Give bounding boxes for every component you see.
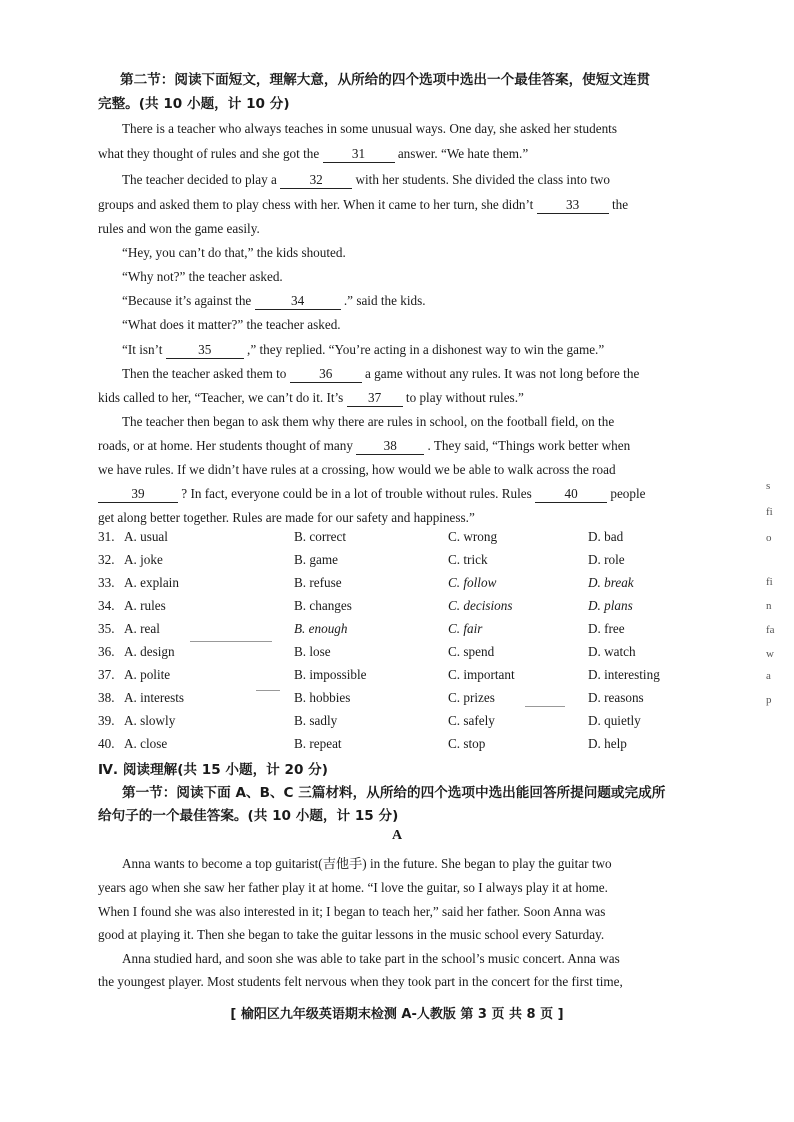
option-c: C. decisions bbox=[448, 598, 513, 613]
margin-mark: p bbox=[766, 694, 772, 706]
option-a: A. real bbox=[124, 621, 160, 636]
option-a: A. interests bbox=[124, 690, 185, 705]
option-c: C. fair bbox=[448, 621, 483, 636]
option-a: A. usual bbox=[124, 529, 168, 544]
option-d: D. break bbox=[588, 575, 634, 590]
option-c: C. important bbox=[448, 667, 515, 682]
option-b: B. correct bbox=[294, 529, 346, 544]
option-d: D. reasons bbox=[588, 690, 644, 705]
option-row bbox=[98, 711, 738, 733]
passage-line: The teacher decided to play a 32 with her students. She divided the class into two bbox=[122, 172, 611, 187]
option-row bbox=[98, 619, 738, 641]
blank-39: 39 bbox=[98, 486, 178, 503]
passage-a-line: Anna studied hard, and soon she was able to take part in the school’s music concert. Anna was bbox=[122, 951, 620, 966]
option-b: B. refuse bbox=[294, 575, 342, 590]
option-b: B. repeat bbox=[294, 736, 342, 751]
option-number-and-a: 34. bbox=[98, 598, 115, 613]
margin-mark: fi bbox=[766, 576, 773, 588]
passage-a-line: the youngest player. Most students felt nervous when they took part in the concert for the first time, bbox=[98, 974, 623, 989]
option-a: A. rules bbox=[124, 598, 166, 613]
margin-mark: w bbox=[766, 648, 774, 660]
option-d: D. help bbox=[588, 736, 627, 751]
blank-36: 36 bbox=[290, 366, 362, 383]
passage-line: The teacher then began to ask them why there are rules in school, on the football field, on the bbox=[122, 414, 615, 429]
dialogue-line: “Because it’s against the 34 .” said the kids. bbox=[122, 293, 426, 308]
option-c: C. wrong bbox=[448, 529, 498, 544]
pen-stroke bbox=[256, 690, 280, 691]
option-d: D. quietly bbox=[588, 713, 641, 728]
blank-38: 38 bbox=[356, 438, 424, 455]
reading-section1-line2: 给句子的一个最佳答案。(共 10 小题，计 15 分) bbox=[98, 808, 399, 824]
option-number-and-a: 35. bbox=[98, 621, 115, 636]
passage-a-line: good at playing it. Then she began to take the guitar lessons in the music school every Saturday. bbox=[98, 927, 605, 942]
option-b: B. lose bbox=[294, 644, 331, 659]
section2-title-line1: 第二节：阅读下面短文，理解大意，从所给的四个选项中选出一个最佳答案，使短文连贯 bbox=[120, 72, 651, 88]
passage-a-line: years ago when she saw her father play it at home. “I love the guitar, so I always play it at home. bbox=[98, 880, 608, 895]
option-number-and-a: 31. bbox=[98, 529, 115, 544]
blank-32: 32 bbox=[280, 172, 352, 189]
dialogue-line: “Why not?” the teacher asked. bbox=[122, 269, 283, 284]
passage-a-label: A bbox=[391, 828, 403, 843]
reading-section1-line1: 第一节：阅读下面 A、B、C 三篇材料，从所给的四个选项中选出能回答所提问题或完成所 bbox=[122, 785, 666, 801]
margin-mark: o bbox=[766, 532, 772, 544]
option-number-and-a: 32. bbox=[98, 552, 115, 567]
option-row bbox=[98, 665, 738, 687]
option-d: D. watch bbox=[588, 644, 636, 659]
passage-line: what they thought of rules and she got the 31 answer. “We hate them.” bbox=[98, 146, 529, 161]
option-row bbox=[98, 573, 738, 595]
option-d: D. free bbox=[588, 621, 625, 636]
blank-31: 31 bbox=[323, 146, 395, 163]
option-a: A. joke bbox=[124, 552, 163, 567]
option-d: D. interesting bbox=[588, 667, 660, 682]
passage-line: Then the teacher asked them to 36 a game without any rules. It was not long before the bbox=[122, 366, 640, 381]
option-d: D. bad bbox=[588, 529, 624, 544]
margin-mark: a bbox=[766, 670, 771, 682]
option-number-and-a: 38. bbox=[98, 690, 115, 705]
option-c: C. safely bbox=[448, 713, 495, 728]
option-row bbox=[98, 550, 738, 572]
option-b: B. game bbox=[294, 552, 338, 567]
option-a: A. close bbox=[124, 736, 168, 751]
dialogue-line: “It isn’t 35 ,” they replied. “You’re acting in a dishonest way to win the game.” bbox=[122, 342, 605, 357]
option-number-and-a: 36. bbox=[98, 644, 115, 659]
option-row bbox=[98, 527, 738, 549]
option-row bbox=[98, 688, 738, 710]
option-a: A. slowly bbox=[124, 713, 176, 728]
passage-a-line: Anna wants to become a top guitarist(吉他手) in the future. She began to play the guitar two bbox=[122, 856, 612, 871]
option-b: B. sadly bbox=[294, 713, 338, 728]
blank-33: 33 bbox=[537, 197, 609, 214]
page-footer: [ 榆阳区九年级英语期末检测 A-人教版 第 3 页 共 8 页 ] bbox=[230, 1007, 564, 1022]
blank-37: 37 bbox=[347, 390, 403, 407]
blank-34: 34 bbox=[255, 293, 341, 310]
dialogue-line: “What does it matter?” the teacher asked. bbox=[122, 317, 341, 332]
option-c: C. trick bbox=[448, 552, 488, 567]
option-c: C. follow bbox=[448, 575, 497, 590]
option-number-and-a: 39. bbox=[98, 713, 115, 728]
pen-stroke bbox=[190, 641, 272, 642]
option-row bbox=[98, 642, 738, 664]
option-b: B. changes bbox=[294, 598, 352, 613]
option-d: D. plans bbox=[588, 598, 633, 613]
option-c: C. stop bbox=[448, 736, 486, 751]
option-number-and-a: 40. bbox=[98, 736, 115, 751]
passage-line: There is a teacher who always teaches in some unusual ways. One day, she asked her students bbox=[122, 121, 617, 136]
option-row bbox=[98, 596, 738, 618]
option-a: A. explain bbox=[124, 575, 179, 590]
option-b: B. impossible bbox=[294, 667, 367, 682]
option-number-and-a: 33. bbox=[98, 575, 115, 590]
option-number-and-a: 37. bbox=[98, 667, 115, 682]
passage-line: rules and won the game easily. bbox=[98, 221, 260, 236]
pen-stroke bbox=[525, 706, 565, 707]
dialogue-line: “Hey, you can’t do that,” the kids shouted. bbox=[122, 245, 346, 260]
margin-mark: s bbox=[766, 480, 771, 492]
passage-line: kids called to her, “Teacher, we can’t do it. It’s 37 to play without rules.” bbox=[98, 390, 524, 405]
margin-mark: fa bbox=[766, 624, 775, 636]
blank-40: 40 bbox=[535, 486, 607, 503]
option-c: C. spend bbox=[448, 644, 495, 659]
option-row bbox=[98, 734, 738, 756]
passage-line: we have rules. If we didn’t have rules at a crossing, how would we be able to walk across the road bbox=[98, 462, 616, 477]
blank-35: 35 bbox=[166, 342, 244, 359]
reading-heading: Ⅳ. 阅读理解(共 15 小题，计 20 分) bbox=[98, 762, 328, 778]
passage-line: 39 ? In fact, everyone could be in a lot of trouble without rules. Rules 40 people bbox=[98, 482, 730, 506]
margin-mark: n bbox=[766, 600, 772, 612]
passage-line: roads, or at home. Her students thought of many 38 . They said, “Things work better when bbox=[98, 438, 631, 453]
option-a: A. design bbox=[124, 644, 175, 659]
option-a: A. polite bbox=[124, 667, 171, 682]
passage-line: groups and asked them to play chess with her. When it came to her turn, she didn’t 33 the bbox=[98, 197, 629, 212]
section2-title-line2: 完整。(共 10 小题，计 10 分) bbox=[98, 96, 290, 112]
passage-line: get along better together. Rules are made for our safety and happiness.” bbox=[98, 510, 475, 525]
passage-a-line: When I found she was also interested in it; I began to teach her,” said her father. Soon Anna was bbox=[98, 904, 606, 919]
margin-mark: fi bbox=[766, 506, 773, 518]
option-b: B. enough bbox=[294, 621, 348, 636]
option-d: D. role bbox=[588, 552, 625, 567]
option-c: C. prizes bbox=[448, 690, 495, 705]
option-b: B. hobbies bbox=[294, 690, 351, 705]
